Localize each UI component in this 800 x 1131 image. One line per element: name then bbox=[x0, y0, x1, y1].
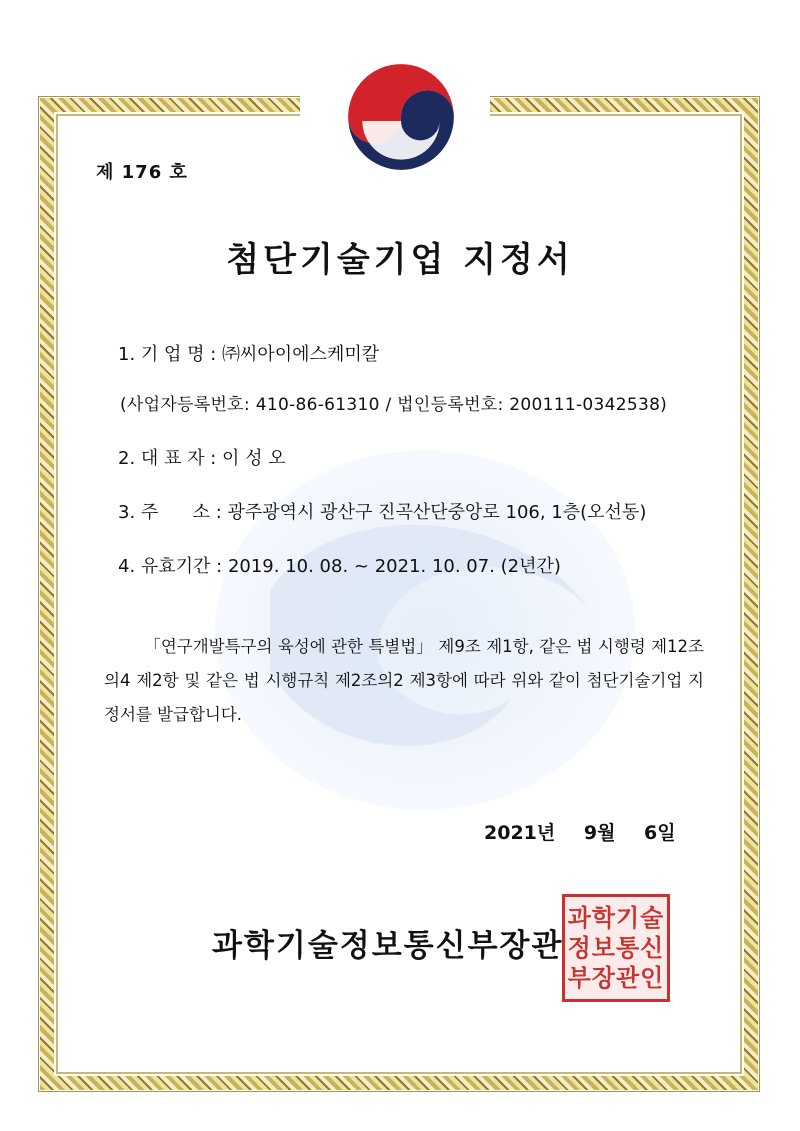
issuer-name: 과학기술정보통신부장관 bbox=[212, 928, 564, 964]
address-field: 3. 주 소 : 광주광역시 광산구 진곡산단중앙로 106, 1층(오선동) bbox=[118, 502, 647, 523]
issue-date: 2021년 9월 6일 bbox=[484, 822, 676, 844]
body-paragraph bbox=[104, 630, 704, 732]
document-title: 첨단기술기업 지정서 bbox=[226, 240, 574, 280]
body-paragraph-text: 「연구개발특구의 육성에 관한 특별법」 제9조 제1항, 같은 법 시행령 제12조의4 제2항 및 같은 법 시행규칙 제2조의2 제3항에 따라 위와 같이 첨단기술기업 지정서를 발급합니다. bbox=[104, 637, 704, 724]
seal-text-line1: 과학기술 bbox=[567, 903, 665, 932]
validity-period-field: 4. 유효기간 : 2019. 10. 08. ~ 2021. 10. 07. (2년간) bbox=[118, 556, 561, 577]
government-emblem-icon bbox=[340, 58, 462, 180]
seal-text-line2: 정보통신 bbox=[567, 933, 665, 962]
registration-numbers: (사업자등록번호: 410-86-61310 / 법인등록번호: 200111-0342538) bbox=[120, 395, 668, 415]
company-name-field: 1. 기 업 명 : ㈜씨아이에스케미칼 bbox=[118, 344, 380, 365]
representative-field: 2. 대 표 자 : 이 성 오 bbox=[118, 448, 286, 469]
document-number: 제 176 호 bbox=[96, 162, 188, 183]
official-seal bbox=[562, 894, 670, 1002]
seal-text-line3: 부장관인 bbox=[567, 963, 665, 992]
